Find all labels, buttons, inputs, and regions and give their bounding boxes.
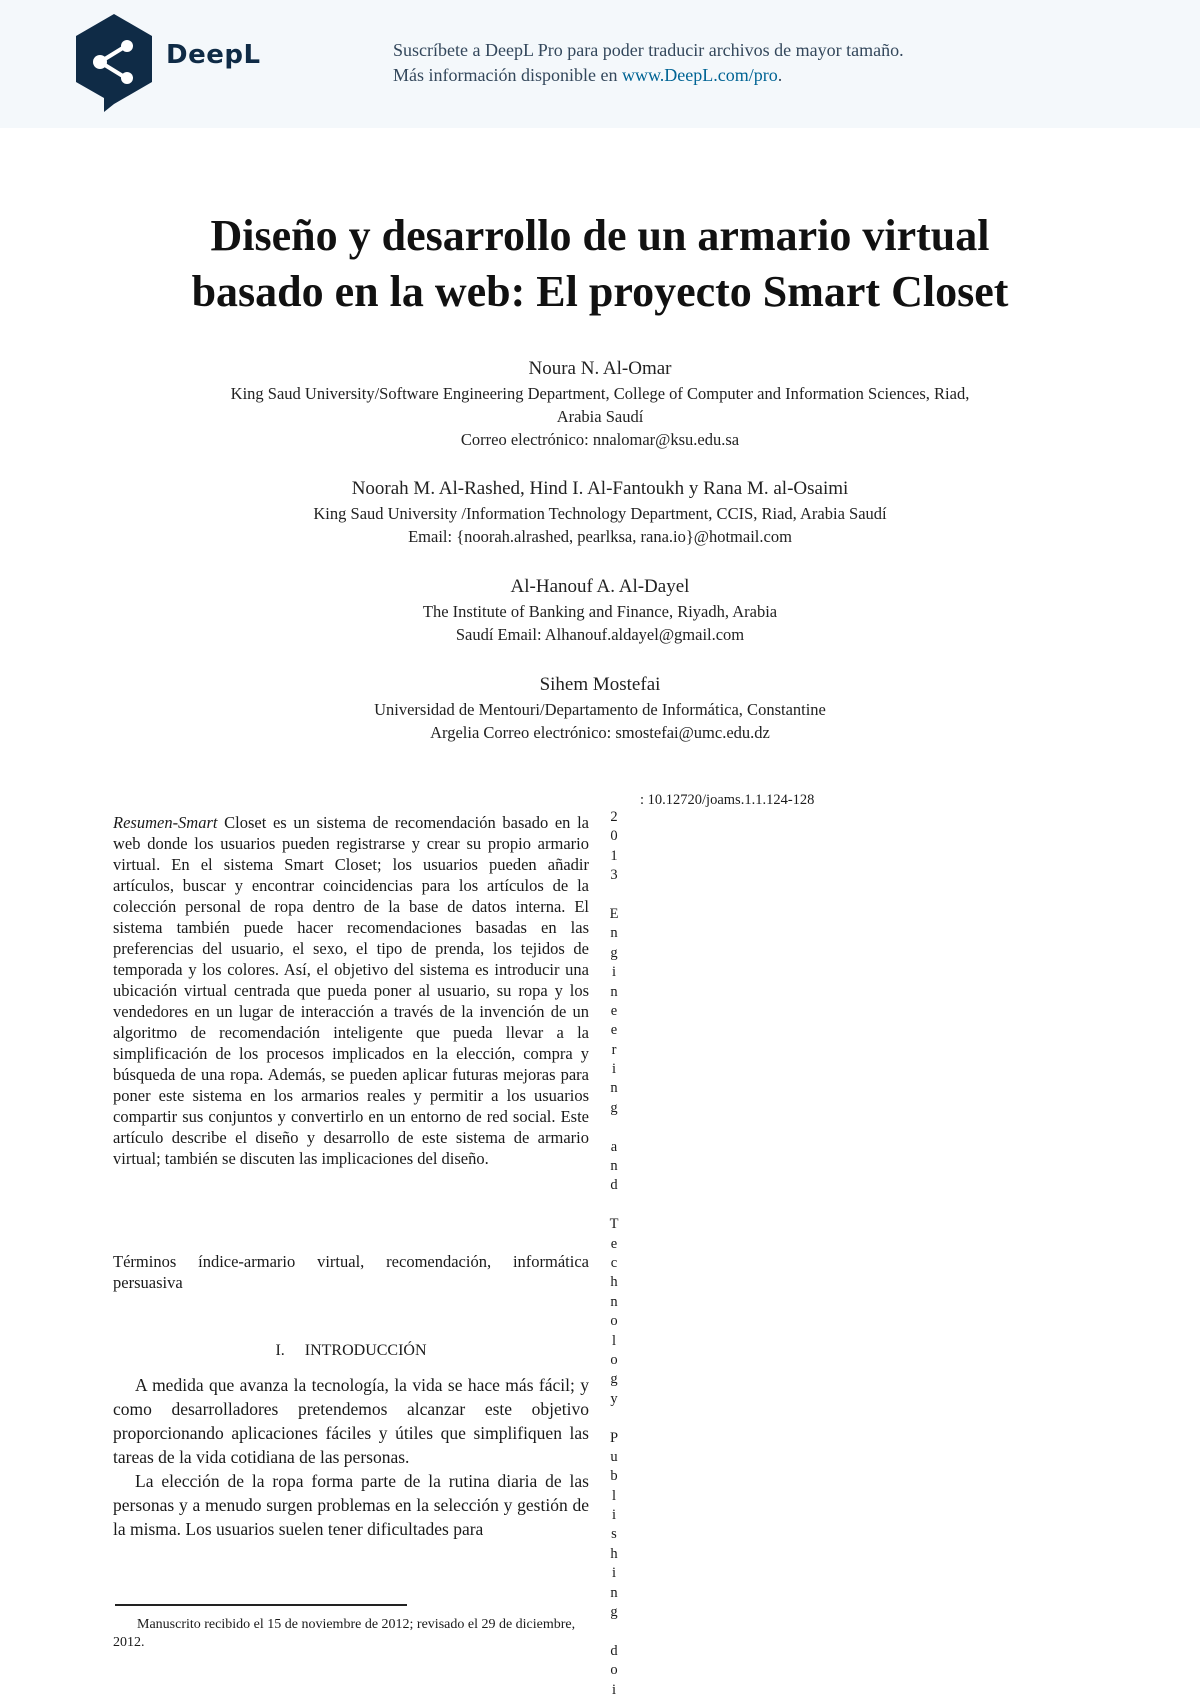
- footnote: [113, 1616, 583, 1652]
- deepl-logo-icon: [72, 12, 156, 112]
- author-name: Noorah M. Al-Rashed, Hind I. Al-Fantoukh y Rana M. al-Osaimi: [351, 478, 849, 499]
- vertical-char: g: [610, 944, 618, 961]
- footnote-divider: [115, 1604, 407, 1606]
- footnote-line-2: 2012.: [113, 1635, 145, 1650]
- vertical-char: c: [610, 1254, 618, 1271]
- abstract-label: Resumen-Smart: [113, 813, 218, 832]
- vertical-char: a: [610, 1138, 618, 1155]
- vertical-char: g: [610, 1099, 618, 1116]
- vertical-char: n: [610, 925, 618, 942]
- banner-message: [393, 38, 904, 88]
- author-block: [100, 672, 1100, 744]
- vertical-char: 1: [610, 847, 618, 864]
- vertical-char: g: [610, 1604, 618, 1621]
- deepl-pro-link[interactable]: www.DeepL.com/pro: [621, 65, 778, 85]
- author-name: Noura N. Al-Omar: [528, 358, 672, 379]
- vertical-char: [604, 1622, 624, 1641]
- vertical-char: r: [611, 1041, 617, 1058]
- vertical-char: 2: [610, 809, 618, 825]
- vertical-char: l: [611, 1487, 617, 1504]
- vertical-char: o: [610, 1351, 618, 1368]
- author-affiliation: The Institute of Banking and Finance, Riyadh, Arabia: [422, 602, 778, 621]
- deepl-banner: [0, 0, 1200, 128]
- vertical-char: i: [611, 964, 617, 981]
- author-name: Sihem Mostefai: [539, 674, 661, 695]
- abstract-text: Closet es un sistema de recomendación basado en la web donde los usuarios pueden registrarse y crear su propio armario virtual. En el sistema Smart Closet; los usuarios pueden añadir artículos, buscar y encontrar coincidencias para los artículos de la colección personal de ropa dentro de la base de datos interna. El sistema también puede hacer recomendaciones basadas en las preferencias del usuario, el sexo, el tipo de prenda, los tejidos de temporada y los colores. Así, el objetivo del sistema es introducir una ubicación virtual centrada que pueda poner al usuario, su ropa y los vendedores en un lugar de interacción a través de la invención de un algoritmo de recomendación inteligente que pueda llevar a la simplificación de los procesos implicados en la elección, compra y búsqueda de una ropa. Además, se pueden aplicar futuras mejoras para poner este sistema en los armarios reales y permitir a los usuarios compartir sus conjuntos y convertirlo en un entorno de red social. Este artículo describe el diseño y desarrollo de este sistema de armario virtual; también se discuten las implicaciones del diseño.: [113, 813, 589, 1168]
- author-affiliation: Universidad de Mentouri/Departamento de Informática, Constantine: [374, 700, 826, 719]
- author-email: Argelia Correo electrónico: smostefai@umc.edu.dz: [430, 723, 770, 742]
- vertical-char: n: [610, 1584, 618, 1601]
- vertical-char: d: [610, 1642, 618, 1659]
- footnote-line-1: Manuscrito recibido el 15 de noviembre de 2012; revisado el 29 de diciembre,: [137, 1617, 576, 1632]
- doi-label: : 10.12720/joams.1.1.124-128: [640, 792, 815, 808]
- banner-line-1: Suscríbete a DeepL Pro para poder traducir archivos de mayor tamaño.: [393, 40, 904, 60]
- banner-line-2-suffix: .: [777, 65, 783, 85]
- paper-title: [100, 208, 1100, 320]
- author-block: [100, 356, 1100, 451]
- vertical-char: [604, 1409, 624, 1428]
- vertical-char: [604, 886, 624, 905]
- vertical-char: h: [610, 1545, 618, 1562]
- vertical-char: o: [610, 1662, 618, 1679]
- deepl-logo-text: DeepL: [166, 40, 261, 70]
- paper-title-line-2: basado en la web: El proyecto Smart Closet: [191, 267, 1009, 316]
- author-block: [100, 476, 1100, 548]
- vertical-char: T: [609, 1216, 619, 1233]
- vertical-char: n: [610, 1293, 618, 1310]
- vertical-char: o: [610, 1313, 618, 1330]
- vertical-char: e: [610, 1002, 618, 1019]
- author-email: Email: {noorah.alrashed, pearlksa, rana.io}@hotmail.com: [408, 527, 792, 546]
- section-heading: I. INTRODUCCIÓN: [275, 1342, 427, 1359]
- vertical-char: i: [611, 1681, 617, 1696]
- vertical-publisher-text: [604, 808, 624, 1696]
- vertical-char: n: [610, 983, 618, 1000]
- vertical-char: l: [611, 1332, 617, 1349]
- introduction-body: [113, 1373, 589, 1541]
- vertical-char: g: [610, 1371, 618, 1388]
- vertical-char: 3: [610, 867, 618, 884]
- vertical-char: i: [611, 1565, 617, 1582]
- author-affiliation: King Saud University /Information Technology Department, CCIS, Riad, Arabia Saudí: [313, 504, 887, 523]
- vertical-char: P: [609, 1429, 619, 1446]
- banner-line-2: [393, 63, 904, 88]
- vertical-char: d: [610, 1177, 618, 1194]
- vertical-char: e: [610, 1235, 618, 1252]
- vertical-char: [604, 1196, 624, 1215]
- banner-line-2-prefix: Más información disponible en: [393, 65, 622, 85]
- index-terms: Términos índice-armario virtual, recomendación, informática persuasiva: [113, 1252, 589, 1292]
- vertical-char: h: [610, 1274, 618, 1291]
- author-name: Al-Hanouf A. Al-Dayel: [510, 576, 690, 597]
- vertical-char: e: [610, 1022, 618, 1039]
- vertical-char: u: [610, 1448, 618, 1465]
- vertical-char: s: [611, 1526, 617, 1543]
- author-email: Saudí Email: Alhanouf.aldayel@gmail.com: [455, 625, 745, 644]
- author-affiliation: Arabia Saudí: [556, 407, 644, 426]
- vertical-char: n: [610, 1158, 618, 1175]
- vertical-char: n: [610, 1080, 618, 1097]
- vertical-char: b: [610, 1468, 618, 1485]
- author-affiliation: King Saud University/Software Engineering Department, College of Computer and Information Sciences, Riad,: [230, 384, 970, 403]
- abstract: [113, 812, 589, 1169]
- author-block: [100, 574, 1100, 646]
- vertical-char: [604, 1118, 624, 1137]
- paragraph: A medida que avanza la tecnología, la vida se hace más fácil; y como desarrolladores pretendemos alcanzar este objetivo proporcionando aplicaciones fáciles y útiles que simplifiquen las tareas de la vida cotidiana de las personas.: [113, 1375, 589, 1467]
- paragraph: La elección de la ropa forma parte de la rutina diaria de las personas y a menudo surgen problemas en la selección y gestión de la misma. Los usuarios suelen tener dificultades para: [113, 1471, 589, 1539]
- author-email: Correo electrónico: nnalomar@ksu.edu.sa: [460, 430, 740, 449]
- vertical-char: 0: [610, 828, 618, 845]
- vertical-char: y: [610, 1390, 618, 1407]
- vertical-char: E: [609, 905, 619, 922]
- vertical-char: i: [611, 1061, 617, 1078]
- paper-title-line-1: Diseño y desarrollo de un armario virtual: [210, 211, 990, 260]
- vertical-char: i: [611, 1507, 617, 1524]
